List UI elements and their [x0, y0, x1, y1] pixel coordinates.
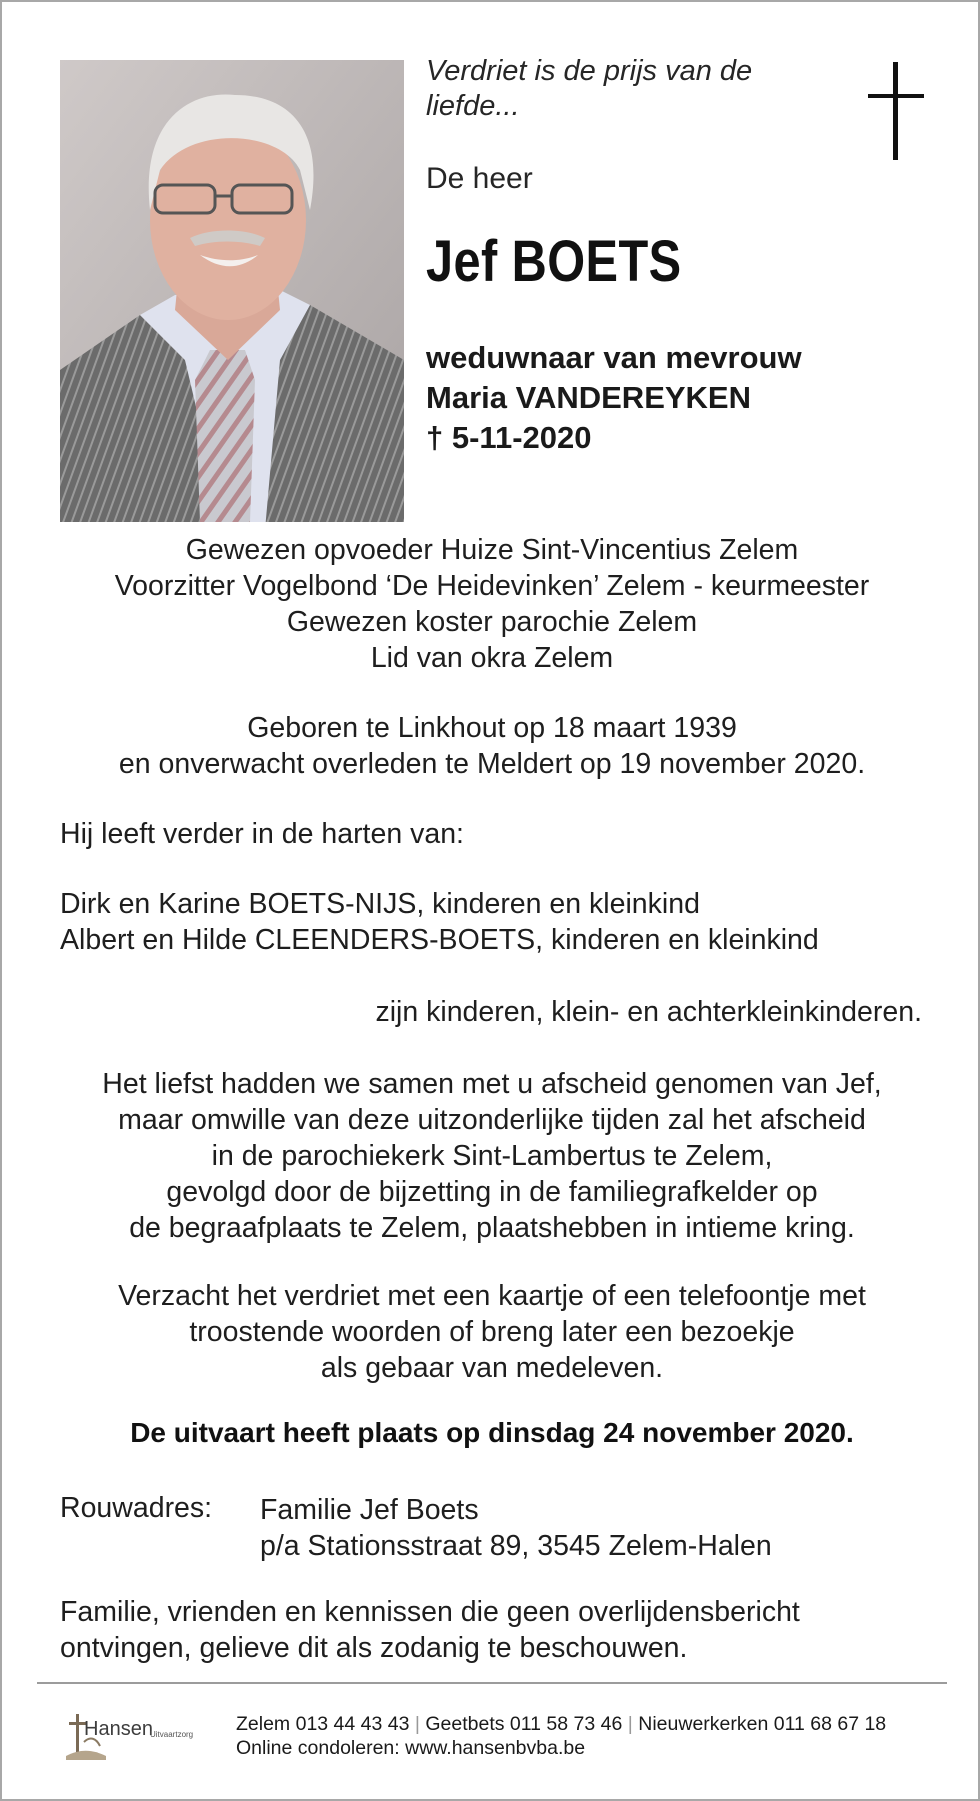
online-condolence-link[interactable]: Online condoleren: www.hansenbvba.be — [236, 1737, 586, 1759]
birth-death — [42, 710, 942, 782]
role-line: Voorzitter Vogelbond ‘De Heidevinken’ Zelem - keurmeester — [114, 570, 870, 602]
comfort-line: troostende woorden of breng later een bezoekje — [189, 1316, 795, 1348]
spouse-line: weduwnaar van mevrouw — [426, 340, 802, 375]
address-label: Rouwadres: — [60, 1492, 213, 1524]
role-line: Lid van okra Zelem — [370, 642, 614, 674]
farewell-text — [42, 1066, 942, 1246]
birth-death-line: Geboren te Linkhout op 18 maart 1939 — [247, 712, 737, 744]
logo-name: Hansen — [84, 1718, 153, 1740]
contact-info — [236, 1712, 886, 1760]
notice-line: ontvingen, gelieve dit als zodanig te beschouwen. — [60, 1632, 688, 1664]
comfort-text — [42, 1278, 942, 1386]
portrait-photo — [60, 60, 404, 522]
family-line: Albert en Hilde CLEENDERS-BOETS, kinderen en kleinkind — [60, 924, 819, 956]
address-line: Familie Jef Boets — [260, 1494, 479, 1526]
hansen-logo — [62, 1708, 204, 1764]
birth-death-line: en onverwacht overleden te Meldert op 19 november 2020. — [118, 748, 866, 780]
farewell-line: de begraafplaats te Zelem, plaatshebben in intieme kring. — [129, 1212, 855, 1244]
grandchildren-line: zijn kinderen, klein- en achterkleinkinderen. — [375, 996, 922, 1028]
deceased-name: Jef BOETS — [426, 229, 682, 294]
family-line: Dirk en Karine BOETS-NIJS, kinderen en kleinkind — [60, 888, 700, 920]
logo-subtitle: Uitvaartzorg — [150, 1730, 194, 1739]
farewell-line: gevolgd door de bijzetting in de familiegrafkelder op — [166, 1176, 818, 1208]
footer-divider — [37, 1682, 947, 1684]
comfort-line: Verzacht het verdriet met een kaartje of een telefoontje met — [118, 1280, 866, 1312]
comfort-line: als gebaar van medeleven. — [320, 1352, 664, 1384]
cross-icon — [868, 62, 924, 162]
roles-list — [42, 532, 942, 676]
phone-line — [236, 1712, 886, 1736]
phone-geetbets: Geetbets 011 58 73 46 — [425, 1713, 623, 1735]
spouse-info — [426, 338, 802, 458]
farewell-line: maar omwille van deze uitzonderlijke tijden zal het afscheid — [118, 1104, 866, 1136]
farewell-line: in de parochiekerk Sint-Lambertus te Zelem, — [211, 1140, 773, 1172]
motto-line: Verdriet is de prijs van de — [426, 55, 753, 87]
phone-zelem: Zelem 013 44 43 43 — [236, 1713, 410, 1735]
motto-line: liefde... — [426, 90, 520, 122]
spouse-line: Maria VANDEREYKEN — [426, 380, 752, 415]
notice-line: Familie, vrienden en kennissen die geen overlijdensbericht — [60, 1596, 800, 1628]
family-list — [60, 886, 819, 958]
address-line: p/a Stationsstraat 89, 3545 Zelem-Halen — [260, 1530, 772, 1562]
mourning-address — [260, 1492, 772, 1564]
role-line: Gewezen opvoeder Huize Sint-Vincentius Zelem — [185, 534, 799, 566]
salutation: De heer — [426, 162, 533, 195]
role-line: Gewezen koster parochie Zelem — [286, 606, 698, 638]
notice-text — [60, 1594, 800, 1666]
farewell-line: Het liefst hadden we samen met u afscheid genomen van Jef, — [102, 1068, 882, 1100]
motto-quote — [426, 54, 806, 124]
funeral-date: De uitvaart heeft plaats op dinsdag 24 november 2020. — [130, 1417, 854, 1448]
separator: | — [627, 1713, 633, 1735]
lives-on-text: Hij leeft verder in de harten van: — [60, 818, 464, 850]
phone-nieuwerkerken: Nieuwerkerken 011 68 67 18 — [638, 1713, 887, 1735]
spouse-line: † 5-11-2020 — [426, 420, 592, 455]
separator: | — [414, 1713, 420, 1735]
